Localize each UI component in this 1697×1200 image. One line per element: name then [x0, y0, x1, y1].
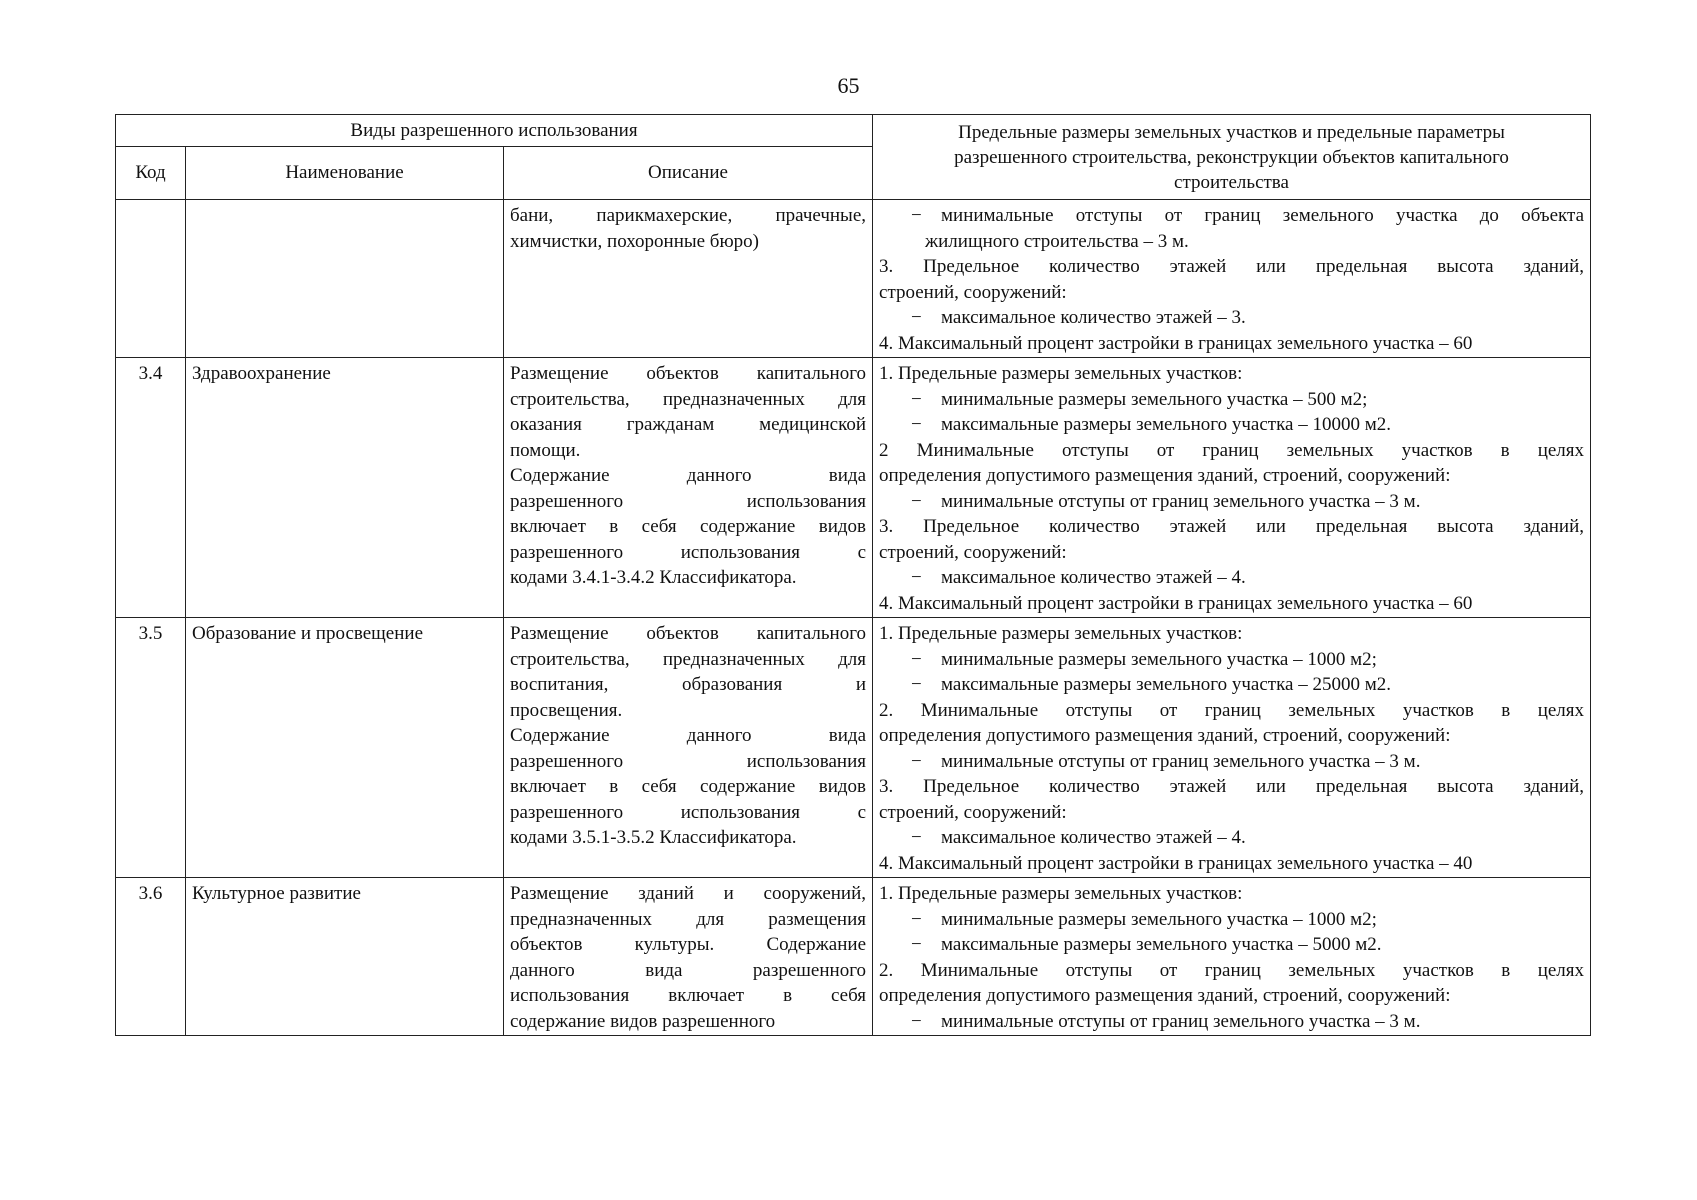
- cell-parameters: [873, 618, 1591, 878]
- description-line: строительства, предназначенных для: [510, 648, 867, 670]
- bullet-dash-icon: −: [911, 388, 922, 410]
- parameter-bullet: [879, 387, 1584, 413]
- header-params-line: строительства: [1174, 171, 1289, 193]
- parameter-text: минимальные отступы от границ земельного участка – 3 м.: [941, 750, 1421, 772]
- parameter-line: 2 Минимальные отступы от границ земельных участков в целях: [879, 439, 1585, 461]
- description-line: бани, парикмахерские, прачечные,: [510, 205, 867, 226]
- description-line: Размещение объектов капитального: [510, 363, 867, 384]
- parameter-text: максимальное количество этажей – 4.: [941, 827, 1246, 848]
- description-line: включает в себя содержание видов: [510, 776, 867, 797]
- parameter-bullet: [879, 647, 1584, 673]
- cell-description: [504, 200, 873, 358]
- parameter-line: определения допустимого размещения зданий, строений, сооружений:: [879, 465, 1451, 486]
- parameter-text: максимальные размеры земельного участка – 10000 м2.: [941, 414, 1392, 435]
- parameter-bullet: [879, 203, 1584, 254]
- parameter-bullet: [879, 932, 1584, 958]
- bullet-dash-icon: −: [911, 567, 922, 588]
- cell-name: Культурное развитие: [186, 878, 504, 1036]
- parameter-line: 2. Минимальные отступы от границ земельных участков в целях: [879, 699, 1585, 721]
- table-body: [116, 200, 1591, 1036]
- cell-name: Здравоохранение: [186, 358, 504, 618]
- description-line: оказания гражданам медицинской: [510, 414, 867, 435]
- parameter-line: строений, сооружений:: [879, 281, 1067, 303]
- bullet-dash-icon: −: [911, 750, 922, 772]
- description-line: содержание видов разрешенного: [510, 1010, 776, 1032]
- header-permitted-uses: Виды разрешенного использования: [116, 115, 873, 147]
- parameter-bullet: [879, 825, 1584, 851]
- parameter-line: строений, сооружений:: [879, 541, 1067, 563]
- parameter-line: 3. Предельное количество этажей или предельная высота зданий,: [879, 516, 1585, 537]
- parameter-text: минимальные отступы от границ земельного участка – 3 м.: [941, 490, 1421, 512]
- parameter-text: максимальные размеры земельного участка – 5000 м2.: [941, 934, 1382, 955]
- header-name: Наименование: [186, 147, 504, 200]
- table-row: [116, 200, 1591, 358]
- cell-parameters: [873, 878, 1591, 1036]
- parameter-text: минимальные размеры земельного участка – 500 м2;: [941, 388, 1368, 410]
- description-line: разрешенного использования: [510, 490, 867, 512]
- description-line: строительства, предназначенных для: [510, 388, 867, 410]
- description-line: включает в себя содержание видов: [510, 516, 867, 537]
- bullet-dash-icon: −: [911, 1010, 922, 1032]
- description-line: помощи.: [510, 439, 581, 461]
- header-limit-parameters: [873, 115, 1591, 200]
- table-row: [116, 618, 1591, 878]
- bullet-dash-icon: −: [911, 674, 922, 695]
- parameter-bullet: [879, 412, 1584, 438]
- parameter-bullet: [879, 1009, 1584, 1035]
- parameter-line: 4. Максимальный процент застройки в границах земельного участка – 60: [879, 332, 1473, 354]
- cell-code: [116, 200, 186, 358]
- bullet-dash-icon: −: [911, 827, 922, 848]
- description-line: Размещение объектов капитального: [510, 623, 867, 644]
- parameter-text: максимальное количество этажей – 3.: [941, 307, 1246, 328]
- parameter-bullet: [879, 749, 1584, 775]
- description-line: разрешенного использования с: [510, 541, 867, 563]
- parameter-text: жилищного строительства – 3 м.: [925, 230, 1189, 252]
- parameter-line: 4. Максимальный процент застройки в границах земельного участка – 60: [879, 592, 1473, 614]
- parameter-line: 3. Предельное количество этажей или предельная высота зданий,: [879, 256, 1585, 277]
- parameter-bullet: [879, 565, 1584, 591]
- parameter-line: 2. Минимальные отступы от границ земельных участков в целях: [879, 959, 1585, 981]
- header-code: Код: [116, 147, 186, 200]
- cell-name: [186, 200, 504, 358]
- cell-code: 3.4: [116, 358, 186, 618]
- cell-description: [504, 878, 873, 1036]
- table-row: [116, 878, 1591, 1036]
- bullet-dash-icon: −: [911, 307, 922, 328]
- land-use-table: [115, 114, 1591, 1036]
- description-line: предназначенных для размещения: [510, 908, 867, 930]
- parameter-text: минимальные отступы от границ земельного участка до объекта: [941, 205, 1585, 226]
- description-line: Размещение зданий и сооружений,: [510, 883, 867, 904]
- bullet-dash-icon: −: [911, 414, 922, 435]
- description-line: разрешенного использования с: [510, 801, 867, 823]
- cell-code: 3.6: [116, 878, 186, 1036]
- bullet-dash-icon: −: [911, 648, 922, 670]
- cell-name: Образование и просвещение: [186, 618, 504, 878]
- header-params-line: Предельные размеры земельных участков и предельные параметры: [958, 121, 1505, 143]
- description-line: данного вида разрешенного: [510, 959, 867, 981]
- parameter-bullet: [879, 672, 1584, 698]
- bullet-dash-icon: −: [911, 934, 922, 955]
- parameter-bullet: [879, 907, 1584, 933]
- description-line: разрешенного использования: [510, 750, 867, 772]
- parameter-line: 1. Предельные размеры земельных участков:: [879, 623, 1243, 644]
- cell-parameters: [873, 358, 1591, 618]
- parameter-text: минимальные размеры земельного участка – 1000 м2;: [941, 908, 1377, 930]
- description-line: кодами 3.5.1-3.5.2 Классификатора.: [510, 827, 797, 848]
- parameter-line: определения допустимого размещения зданий, строений, сооружений:: [879, 985, 1451, 1006]
- parameter-text: максимальные размеры земельного участка – 25000 м2.: [941, 674, 1392, 695]
- parameter-line: 4. Максимальный процент застройки в границах земельного участка – 40: [879, 852, 1473, 874]
- header-description: Описание: [504, 147, 873, 200]
- description-line: химчистки, похоронные бюро): [510, 230, 759, 252]
- description-line: объектов культуры. Содержание: [510, 934, 867, 955]
- cell-code: 3.5: [116, 618, 186, 878]
- table-row: [116, 358, 1591, 618]
- bullet-dash-icon: −: [911, 490, 922, 512]
- parameter-text: минимальные отступы от границ земельного участка – 3 м.: [941, 1010, 1421, 1032]
- parameter-bullet: [879, 489, 1584, 515]
- bullet-dash-icon: −: [911, 908, 922, 930]
- cell-parameters: [873, 200, 1591, 358]
- parameter-line: 1. Предельные размеры земельных участков:: [879, 883, 1243, 904]
- description-line: Содержание данного вида: [510, 725, 867, 746]
- description-line: кодами 3.4.1-3.4.2 Классификатора.: [510, 567, 797, 588]
- description-line: просвещения.: [510, 699, 623, 721]
- parameter-line: 1. Предельные размеры земельных участков:: [879, 363, 1243, 384]
- description-line: использования включает в себя: [510, 985, 867, 1006]
- page-number: 65: [837, 73, 860, 98]
- parameter-text: минимальные размеры земельного участка – 1000 м2;: [941, 648, 1377, 670]
- parameter-text: максимальное количество этажей – 4.: [941, 567, 1246, 588]
- cell-description: [504, 618, 873, 878]
- parameter-line: определения допустимого размещения зданий, строений, сооружений:: [879, 725, 1451, 746]
- parameter-bullet: [879, 305, 1584, 331]
- parameter-line: строений, сооружений:: [879, 801, 1067, 823]
- header-params-line: разрешенного строительства, реконструкции объектов капитального: [954, 146, 1509, 168]
- cell-description: [504, 358, 873, 618]
- bullet-dash-icon: −: [911, 205, 922, 226]
- description-line: воспитания, образования и: [510, 674, 867, 695]
- parameter-line: 3. Предельное количество этажей или предельная высота зданий,: [879, 776, 1585, 797]
- description-line: Содержание данного вида: [510, 465, 867, 486]
